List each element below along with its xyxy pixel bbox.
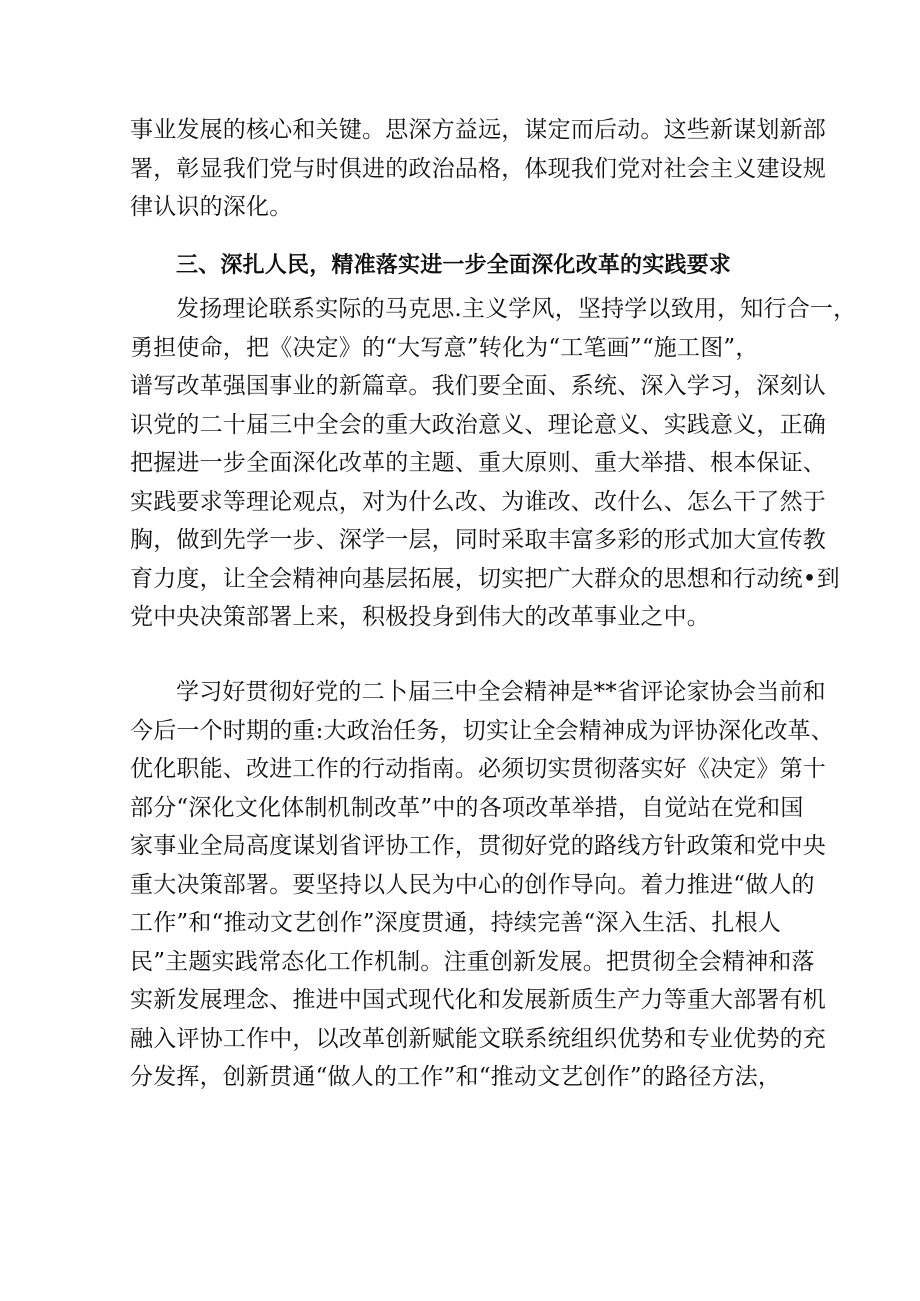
section-heading [130,247,790,286]
text-line: 实新发展理念、推进中国式现代化和发展新质生产力等重大部署有机 [130,987,826,1013]
text-line: 胸，做到先学一步、深学一层，同时采取丰富多彩的形式加大宣传教 [130,527,826,553]
paragraph-continuation [130,111,826,227]
text-line: 实践要求等理论观点，对为什么改、为谁改、改什么、怎么干了然于 [130,488,826,515]
text-line: 育力度，让全会精神向基层拓展，切实把广大群众的思想和行动统•到 [130,565,840,592]
text-line: 家事业全局高度谋划省评协工作，贯彻好党的路线方针政策和党中央 [130,833,826,859]
text-line: 署，彰显我们党与时俱进的政治品格，体现我们党对社会主义建设规 [130,155,826,182]
text-line: 部分“深化文化体制机制改革”中的各项改革举措，自觉站在党和国 [130,794,804,821]
text-line: 谱写改革强国事业的新篇章。我们要全面、系统、深入学习，深刻认 [130,373,826,399]
text-line: 民”主题实践常态化工作机制。注重创新发展。把贯彻全会精神和落 [130,948,815,975]
text-line: 把握进一步全面深化改革的主题、重大原则、重大举措、根本保证、 [130,450,826,476]
text-line: 优化职能、改进工作的行动指南。必须切实贯彻落实好《决定》第十 [130,756,826,782]
paragraph-practice-requirements [130,290,857,637]
text-line: 学习好贯彻好党的二卜届三中全会精神是**省评论家协会当前和 [176,679,826,705]
text-line: 工作”和“推动文艺创作”深度贯通，持续完善“深入生活、扎根人 [130,910,782,936]
text-line: 今后一个时期的重:大政治任务，切实让全会精神成为评协深化改革、 [130,717,834,744]
text-line: 重大决策部署。要坚持以人民为中心的创作导向。着力推进“做人的 [130,871,815,898]
text-line: 分发挥，创新贯通“做人的工作”和“推动文艺创作”的路径方法， [130,1064,782,1090]
text-line: 勇担使命，把《决定》的“大写意”转化为“工笔画”“施工图”， [130,334,759,361]
text-line: 律认识的深化。 [130,194,293,220]
text-line: 识党的二十届三中全会的重大政治意义、理论意义、实践意义，正确 [130,411,826,438]
paragraph-association-tasks [130,673,834,1097]
text-line: 发扬理论联系实际的马克思.主义学风，坚持学以致用，知行合一， [176,296,857,322]
text-line: 事业发展的核心和关键。思深方益远，谋定而后动。这些新谋划新部 [130,117,826,143]
text-line: 党中央决策部署上来，积极投身到伟大的改革事业之中。 [130,604,710,630]
section-heading-text: 三、深扎人民，精准落实进一步全面深化改革的实践要求 [176,253,732,278]
text-line: 融入评协工作中，以改革创新赋能文联系统组织优势和专业优势的充 [130,1025,826,1052]
